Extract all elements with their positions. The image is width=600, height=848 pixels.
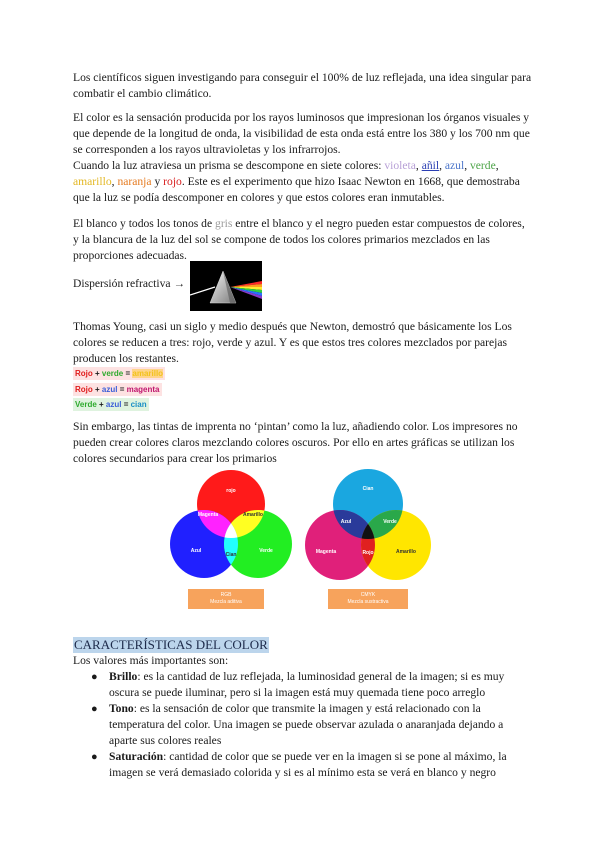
color-word-gris: gris [215, 217, 233, 230]
prism-paragraph: Cuando la luz atraviesa un prisma se descompone en siete colores: violeta, añil, azul, verde, amarillo, naranja y rojo. Este es el experimento que hizo Isaac Newton en 1668, que demostraba que la luz se podía descomponer en colores y que estos colores eran inmutables. [73, 159, 520, 204]
rgb-additive-diagram [168, 466, 294, 584]
inks-paragraph: Sin embargo, las tintas de imprenta no ‘pintan’ como la luz, añadiendo color. Los impresores no pueden crear colores claros mezclando colores oscuros. Por ello en artes gráficas se utilizan los colores secundarios para crear los primarios [73, 420, 518, 465]
section-intro: Los valores más importantes son: [73, 654, 229, 667]
cmyk-label-green: Verde [383, 519, 397, 525]
list-item: ● Tono: es la sensación de color que transmite la imagen y está relacionado con la temperatura del color. Una imagen se puede observar azulada o anaranjada dejando a aparte sus colores reales [91, 702, 504, 747]
young-paragraph: Thomas Young, casi un siglo y medio después que Newton, demostró que básicamente los Los colores se reducen a tres: rojo, verde y azul. Y es que estos tres colores mezclados por parejas producen los restantes. [73, 320, 512, 365]
cmyk-label-cyan: Cian [362, 486, 374, 492]
white-paragraph: El blanco y todos los tonos de gris entre el blanco y el negro pueden estar compuestos de colores, y la blancura de la luz del sol se compone de todos los colores primarios mezclados en las proporciones adecuadas. [73, 217, 525, 262]
bullet-term: Brillo [109, 670, 138, 683]
list-item: ● Brillo: es la cantidad de luz reflejada, la luminosidad general de la imagen; si es muy oscura se puede iluminar, pero si la imagen está muy quemada tiene poco arreglo [91, 670, 505, 699]
rgb-label-blue: Azul [190, 548, 202, 554]
rgb-label-cyan: Cian [225, 552, 237, 558]
prism-tail: . Este es el experimento que hizo Isaac Newton en 1668, que demostraba que la luz se podía descomponer en colores y que estos colores eran inmutables. [73, 175, 520, 204]
rgb-label-green: Verde [259, 548, 273, 554]
cmyk-caption-box: CMYK Mezcla sustractiva [328, 589, 408, 609]
color-word-anil: añil [421, 159, 440, 172]
intro-paragraph: Los científicos siguen investigando para conseguir el 100% de luz reflejada, una idea singular para combatir el cambio climático. [73, 71, 532, 100]
cmyk-label-yellow: Amarillo [395, 549, 417, 555]
list-item: ● Saturación: cantidad de color que se puede ver en la imagen si se pone al máximo, la imagen se verá demasiado colorida y si es al mínimo esta se verá en blanco y negro [91, 750, 507, 779]
prism-dispersion-image [190, 261, 262, 311]
dispersion-label: Dispersión refractiva → [73, 277, 186, 290]
bullet-term: Tono [109, 702, 134, 715]
rgb-label-yellow: Amarillo [242, 512, 264, 518]
cmyk-label-magenta: Magenta [315, 549, 337, 555]
mix-formula: Rojo + verde = amarillo [75, 369, 164, 378]
cmyk-label-blue: Azul [340, 519, 352, 525]
mix-formula: Rojo + azul = magenta [75, 385, 160, 394]
cmyk-label-red: Rojo [362, 550, 374, 556]
bullet-icon: ● [91, 751, 98, 763]
section-title: CARACTERÍSTICAS DEL COLOR [74, 637, 268, 652]
rgb-label-red: rojo [226, 488, 236, 494]
rgb-caption-box: RGB Mezcla aditiva [188, 589, 264, 609]
cmyk-subtractive-diagram [302, 466, 434, 584]
color-word-rojo: rojo [163, 175, 182, 188]
color-word-violeta: violeta [384, 159, 416, 172]
prism-lead: Cuando la luz atraviesa un prisma se descompone en siete colores: [73, 159, 385, 172]
rgb-label-magenta: Magenta [197, 512, 219, 518]
color-word-amarillo: amarillo [73, 175, 112, 188]
color-word-verde: verde [469, 159, 496, 172]
color-word-azul: azul [444, 159, 465, 172]
bullet-icon: ● [91, 703, 98, 715]
color-word-naranja: naranja [117, 175, 152, 188]
bullet-icon: ● [91, 671, 98, 683]
characteristics-list [91, 669, 534, 781]
mix-formula: Verde + azul = cian [75, 400, 147, 409]
color-definition-paragraph: El color es la sensación producida por los rayos luminosos que impresionan los órganos visuales y que depende de la longitud de onda, la visibilidad de esta onda está entre los 380 y los 700 nm que se corresponden a los rayos ultravioletas y los infrarrojos. [73, 111, 530, 156]
bullet-term: Saturación [109, 750, 164, 763]
